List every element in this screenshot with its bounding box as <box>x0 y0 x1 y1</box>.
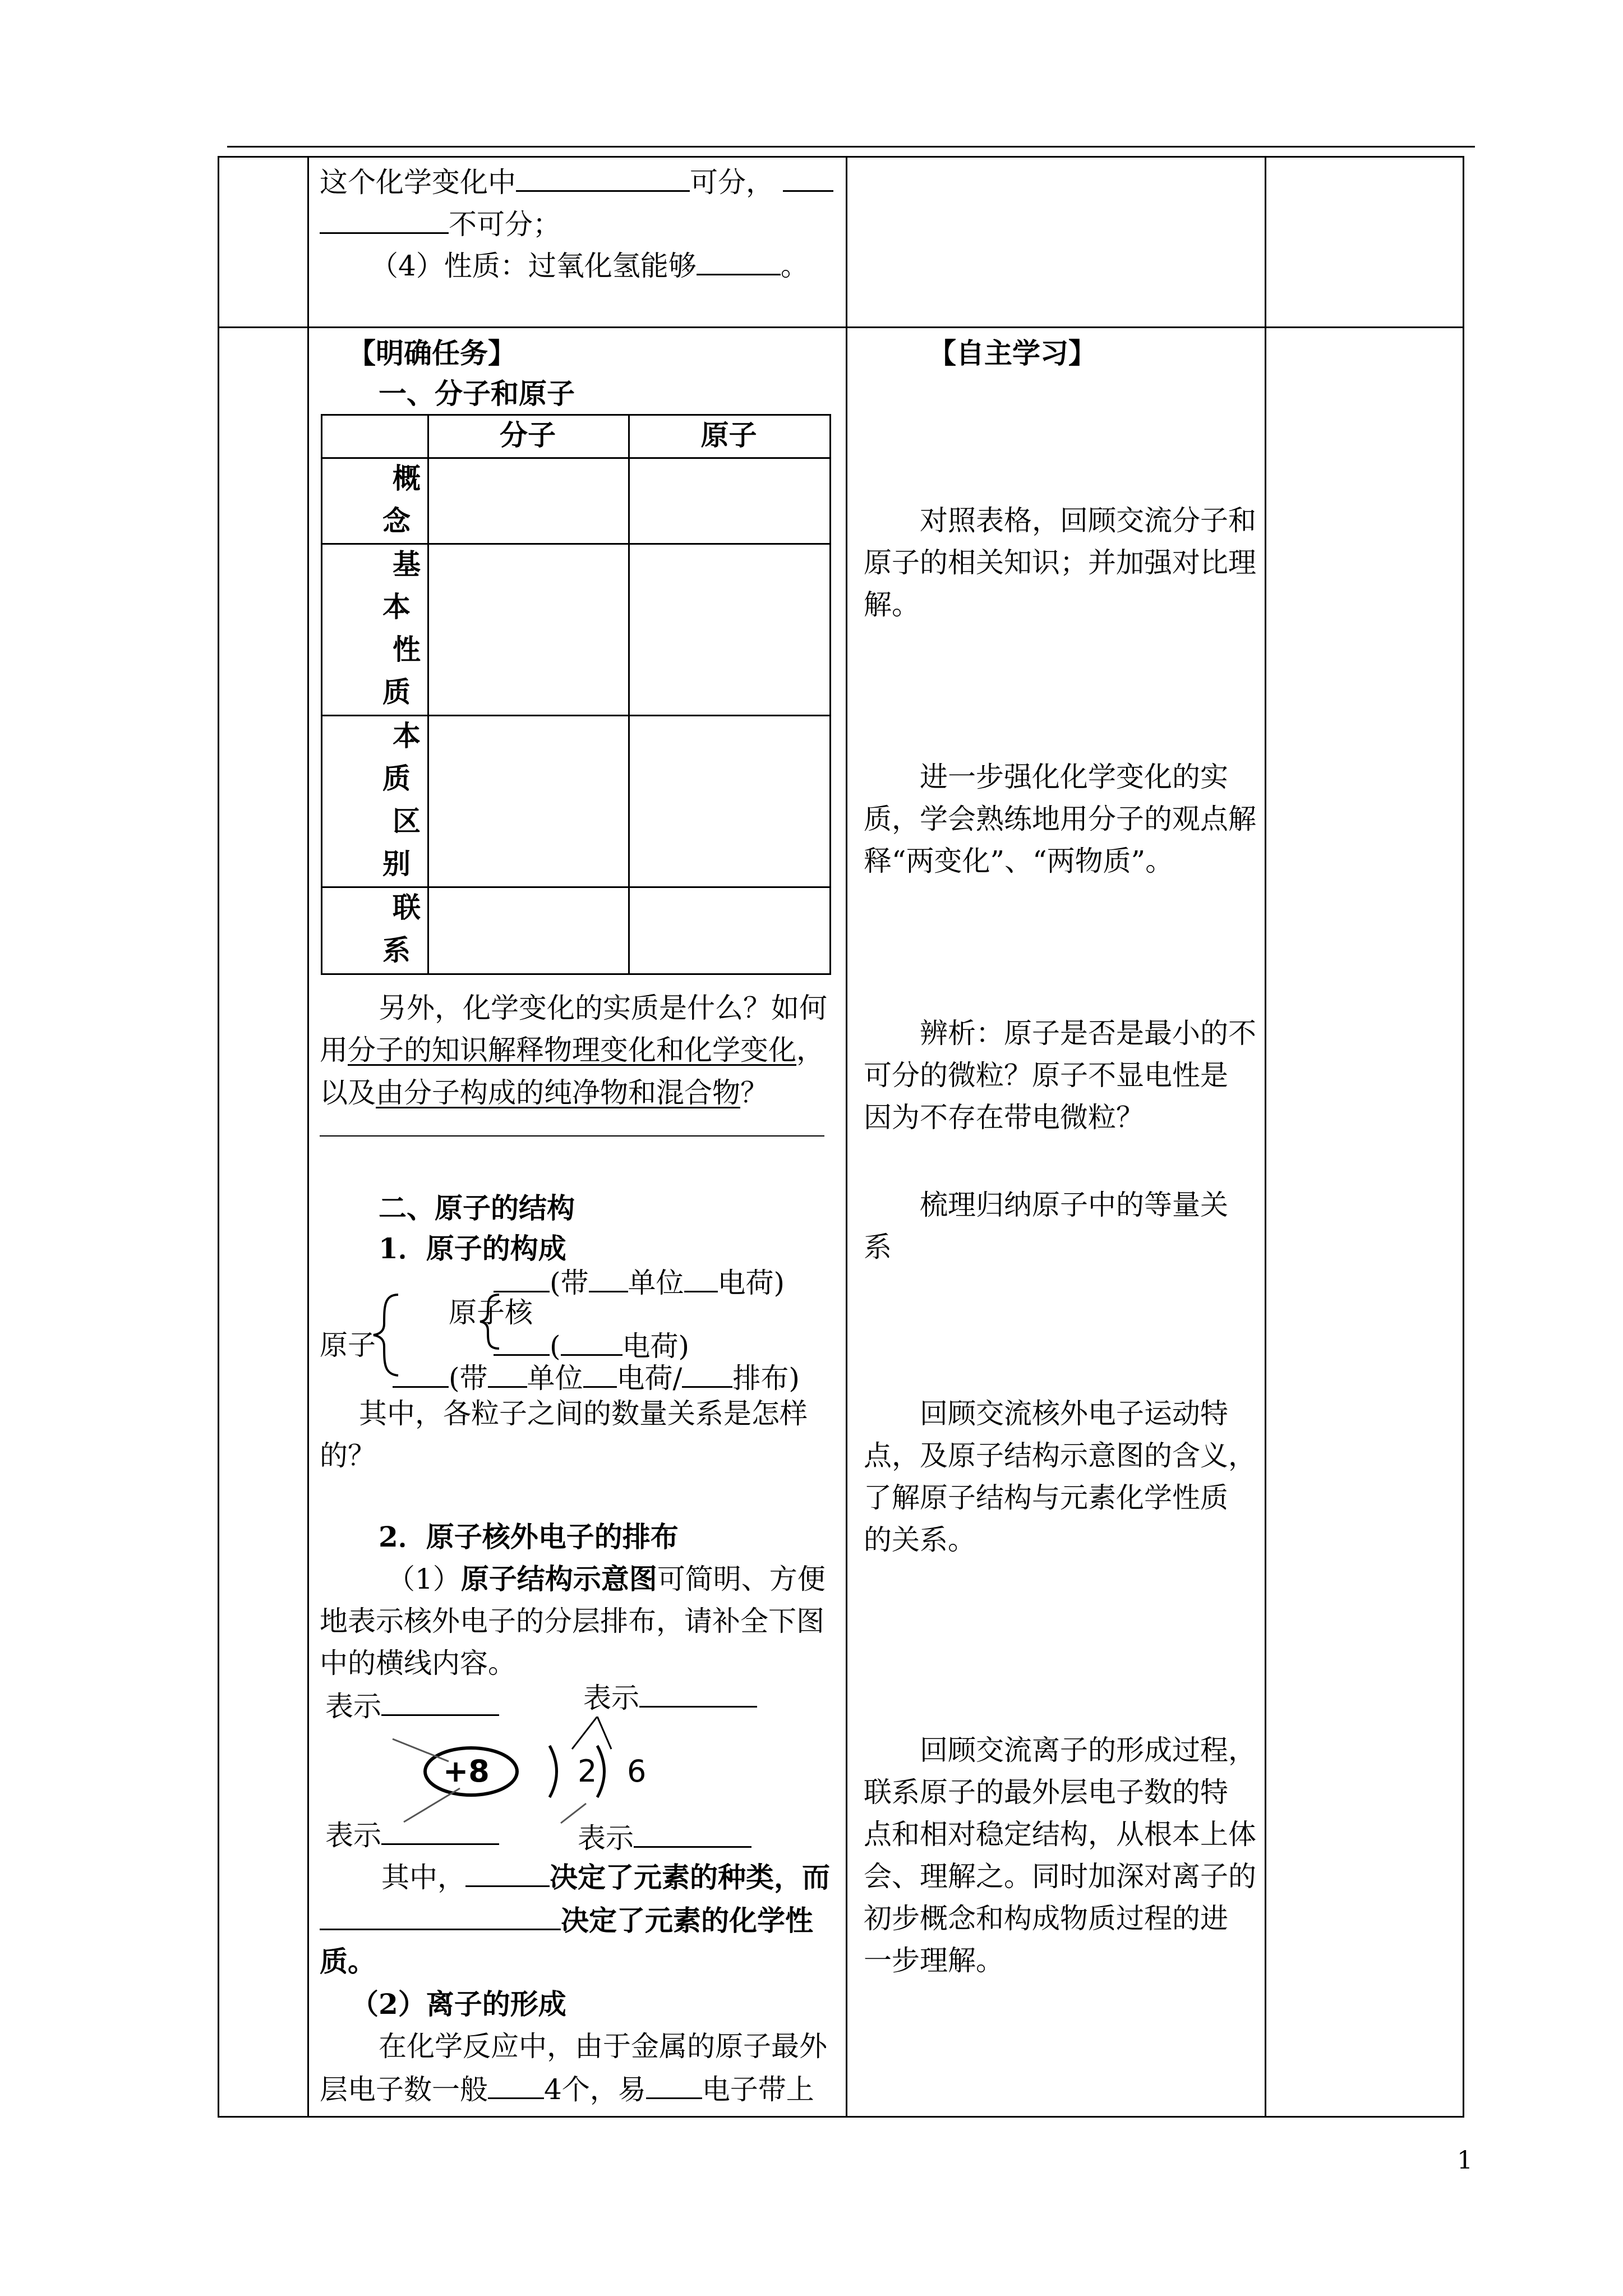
answer-blank[interactable] <box>381 1688 499 1716</box>
answer-blank[interactable] <box>697 248 781 275</box>
row-label-basic-properties: 基 本 性 质 <box>382 547 421 708</box>
answer-blank[interactable] <box>320 1903 561 1930</box>
top-line1-text-b: 可分， <box>690 166 774 199</box>
quantity-line2: 的？ <box>320 1439 376 1472</box>
ion-line1: 在化学反应中，由于金属的原子最外 <box>379 2030 827 2063</box>
quantity-line1: 其中，各粒子之间的数量关系是怎样 <box>359 1397 808 1430</box>
answer-blank[interactable] <box>494 1265 550 1292</box>
decide-line3: 质。 <box>320 1945 376 1978</box>
question-line1: 另外，化学变化的实质是什么？如何 <box>379 992 827 1024</box>
top-row-line2 <box>320 206 561 241</box>
nucleus-charge: +8 <box>443 1754 490 1789</box>
table-border-right <box>1463 156 1464 2118</box>
top-row-line3 <box>370 248 809 283</box>
diagram-line2: 地表示核外电子的分层排布，请补全下图 <box>320 1605 824 1637</box>
ion-line2: 层电子数一般 4个，易 电子带上 <box>320 2072 814 2106</box>
answer-blank[interactable] <box>488 2072 544 2099</box>
top-line3-text-a: （4）性质：过氧化氢能够 <box>370 250 697 282</box>
struct-proton-line: (带 单位 电荷) <box>494 1265 785 1300</box>
table-col-divider-1 <box>307 156 309 2118</box>
table-border-bottom <box>218 2116 1464 2118</box>
decide-line2: 决定了元素的化学性 <box>320 1903 813 1938</box>
answer-blank[interactable] <box>561 1328 623 1356</box>
shell2-electrons: 6 <box>627 1754 647 1789</box>
table-row-divider <box>218 326 1464 328</box>
top-line1-text-a: 这个化学变化中 <box>320 166 516 199</box>
answer-blank[interactable] <box>583 1360 617 1388</box>
row-label-essential-difference: 本 质 区 别 <box>382 719 421 880</box>
answer-blank[interactable] <box>589 1265 628 1292</box>
table-header-atom: 原子 <box>700 418 757 452</box>
question-line2: 用分子的知识解释物理变化和化学变化， <box>320 1034 824 1066</box>
question-underline <box>320 1135 824 1137</box>
answer-blank[interactable] <box>684 1265 718 1292</box>
row-label-relation: 联 系 <box>382 891 421 967</box>
answer-blank[interactable] <box>783 164 833 192</box>
struct-atom-label: 原子 <box>320 1329 376 1361</box>
top-line3-text-b: 。 <box>780 250 809 282</box>
task-heading: 【明确任务】 <box>348 337 516 370</box>
answer-blank[interactable] <box>320 206 449 234</box>
struct-nucleus-label: 原子核 <box>449 1296 533 1329</box>
shell1-electrons: 2 <box>578 1754 597 1789</box>
answer-blank[interactable] <box>646 2072 702 2099</box>
self-study-heading: 【自主学习】 <box>928 337 1096 370</box>
top-line2-text: 不可分； <box>449 208 561 241</box>
header-rule <box>227 146 1475 148</box>
sub1-title: 1．原子的构成 <box>379 1232 566 1265</box>
question-line3: 以及由分子构成的纯净物和混合物？ <box>320 1076 768 1109</box>
label-top-left: 表示 <box>325 1688 499 1723</box>
ion-title: （2）离子的形成 <box>351 1987 566 2021</box>
answer-blank[interactable] <box>465 1860 550 1887</box>
struct-neutron-line: ( 电荷) <box>494 1328 689 1363</box>
label-top-right: 表示 <box>583 1680 757 1715</box>
table-border-left <box>218 156 219 2118</box>
sub2-title: 2．原子核外电子的排布 <box>379 1520 679 1553</box>
diagram-line1: （1）原子结构示意图可简明、方便 <box>387 1562 826 1595</box>
section2-title: 二、原子的结构 <box>379 1191 575 1225</box>
atom-structure-icon <box>381 1717 695 1829</box>
label-bottom-left: 表示 <box>325 1818 499 1852</box>
answer-blank[interactable] <box>516 164 690 192</box>
section1-title: 一、分子和原子 <box>379 377 575 410</box>
table-header-molecule: 分子 <box>500 418 556 452</box>
answer-blank[interactable] <box>639 1680 757 1708</box>
answer-blank[interactable] <box>682 1360 732 1388</box>
table-border-top <box>218 156 1464 158</box>
brace-icon <box>370 1290 516 1380</box>
decide-line1: 其中， 决定了元素的种类，而 <box>381 1861 830 1894</box>
table-col-divider-3 <box>1265 156 1266 2118</box>
struct-electron-line: (带 单位 电荷/ 排布) <box>393 1360 800 1395</box>
top-row-line1 <box>320 164 833 199</box>
row-label-concept: 概 念 <box>382 462 421 537</box>
table-col-divider-2 <box>846 156 847 2118</box>
page-number: 1 <box>1457 2146 1473 2175</box>
diagram-line3: 中的横线内容。 <box>320 1647 516 1680</box>
label-bottom-right: 表示 <box>578 1820 751 1855</box>
